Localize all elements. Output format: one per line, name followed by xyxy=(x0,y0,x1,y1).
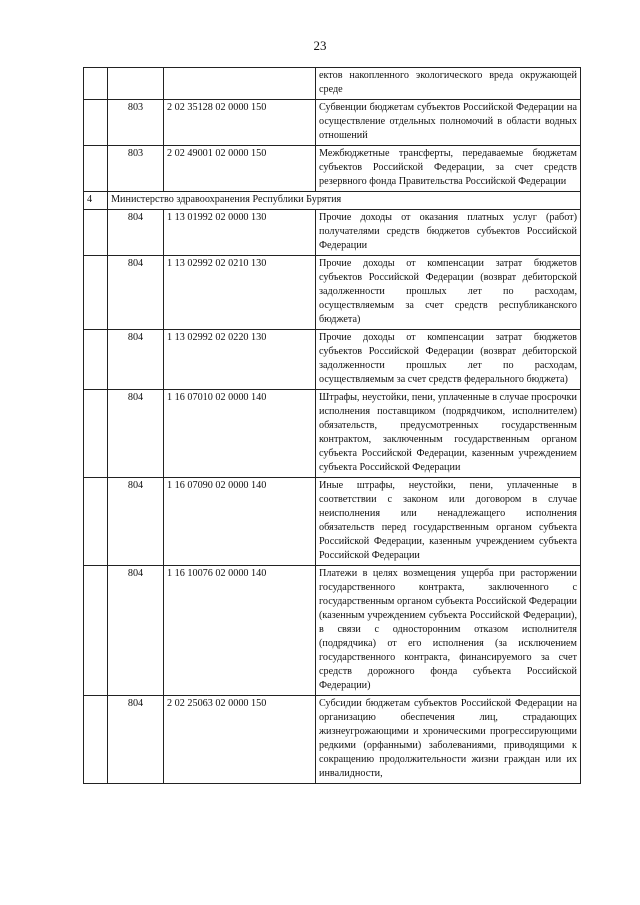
row-number-cell xyxy=(84,256,108,330)
admin-code-cell: 804 xyxy=(108,330,164,390)
row-number-cell xyxy=(84,696,108,784)
row-number-cell xyxy=(84,330,108,390)
revenue-description-cell: Межбюджетные трансферты, передаваемые бюджетам субъектов Российской Федерации, за счет средств резервного фонда Правительства Российской Федерации xyxy=(316,146,581,192)
revenue-description-cell: Штрафы, неустойки, пени, уплаченные в случае просрочки исполнения поставщиком (подрядчиком, исполнителем) обязательств, предусмотренных государственным контрактом, заключенным государственным органом субъекта Российской Федерации, казенным учреждением субъекта Российской Федерации xyxy=(316,390,581,478)
page-number: 23 xyxy=(313,38,327,53)
admin-code-cell xyxy=(108,68,164,100)
table-row xyxy=(84,210,581,256)
table-row xyxy=(84,478,581,566)
table-row xyxy=(84,100,581,146)
table-row xyxy=(84,68,581,100)
row-number-cell xyxy=(84,68,108,100)
admin-code-cell: 803 xyxy=(108,146,164,192)
budget-code-cell: 1 13 02992 02 0220 130 xyxy=(164,330,316,390)
budget-code-cell: 1 16 07010 02 0000 140 xyxy=(164,390,316,478)
budget-code-cell: 1 13 02992 02 0210 130 xyxy=(164,256,316,330)
budget-code-cell: 2 02 25063 02 0000 150 xyxy=(164,696,316,784)
ministry-number-cell: 4 xyxy=(84,192,108,210)
row-number-cell xyxy=(84,146,108,192)
row-number-cell xyxy=(84,390,108,478)
ministry-name-cell: Министерство здравоохранения Республики Бурятия xyxy=(108,192,581,210)
budget-code-cell: 1 13 01992 02 0000 130 xyxy=(164,210,316,256)
table-row xyxy=(84,566,581,696)
revenue-description-cell: Прочие доходы от компенсации затрат бюджетов субъектов Российской Федерации (возврат дебиторской задолженности прошлых лет по расходам, осуществляемым за счет средств федерального бюджета) xyxy=(316,330,581,390)
revenue-description-cell: Прочие доходы от компенсации затрат бюджетов субъектов Российской Федерации (возврат дебиторской задолженности прошлых лет по расходам, осуществляемым за счет средств республиканского бюджета) xyxy=(316,256,581,330)
revenue-description-cell: Субвенции бюджетам субъектов Российской Федерации на осуществление отдельных полномочий в области водных отношений xyxy=(316,100,581,146)
table-row xyxy=(84,146,581,192)
admin-code-cell: 804 xyxy=(108,478,164,566)
budget-code-cell xyxy=(164,68,316,100)
budget-code-cell: 1 16 10076 02 0000 140 xyxy=(164,566,316,696)
revenue-description-cell: ектов накопленного экологического вреда окружающей среде xyxy=(316,68,581,100)
revenue-description-cell: Иные штрафы, неустойки, пени, уплаченные в соответствии с законом или договором в случае неисполнения или ненадлежащего исполнения обязательств перед государственным органом субъекта Российской Федерации, казенным учреждением субъекта Российской Федерации xyxy=(316,478,581,566)
admin-code-cell: 804 xyxy=(108,256,164,330)
revenue-codes-table xyxy=(83,67,581,784)
budget-code-cell: 1 16 07090 02 0000 140 xyxy=(164,478,316,566)
revenue-description-cell: Субсидии бюджетам субъектов Российской Федерации на организацию обеспечения лиц, страдающих жизнеугрожающими и хроническими прогрессирующими редкими (орфанными) заболеваниями, приводящими к сокращению продолжительности жизни граждан или их инвалидности, xyxy=(316,696,581,784)
revenue-description-cell: Платежи в целях возмещения ущерба при расторжении государственного контракта, заключенного с государственным органом субъекта Российской Федерации (казенным учреждением субъекта Российской Федерации), в связи с односторонним отказом исполнителя (подрядчика) от его исполнения (за исключением государственного контракта, финансируемого за счет средств дорожного фонда субъекта Российской Федерации) xyxy=(316,566,581,696)
table-row xyxy=(84,390,581,478)
admin-code-cell: 804 xyxy=(108,390,164,478)
revenue-description-cell: Прочие доходы от оказания платных услуг (работ) получателями средств бюджетов субъектов Российской Федерации xyxy=(316,210,581,256)
ministry-row xyxy=(84,192,581,210)
table-row xyxy=(84,696,581,784)
table-row xyxy=(84,330,581,390)
row-number-cell xyxy=(84,210,108,256)
table-row xyxy=(84,256,581,330)
budget-code-cell: 2 02 49001 02 0000 150 xyxy=(164,146,316,192)
admin-code-cell: 803 xyxy=(108,100,164,146)
admin-code-cell: 804 xyxy=(108,210,164,256)
row-number-cell xyxy=(84,566,108,696)
admin-code-cell: 804 xyxy=(108,696,164,784)
row-number-cell xyxy=(84,100,108,146)
row-number-cell xyxy=(84,478,108,566)
admin-code-cell: 804 xyxy=(108,566,164,696)
budget-code-cell: 2 02 35128 02 0000 150 xyxy=(164,100,316,146)
